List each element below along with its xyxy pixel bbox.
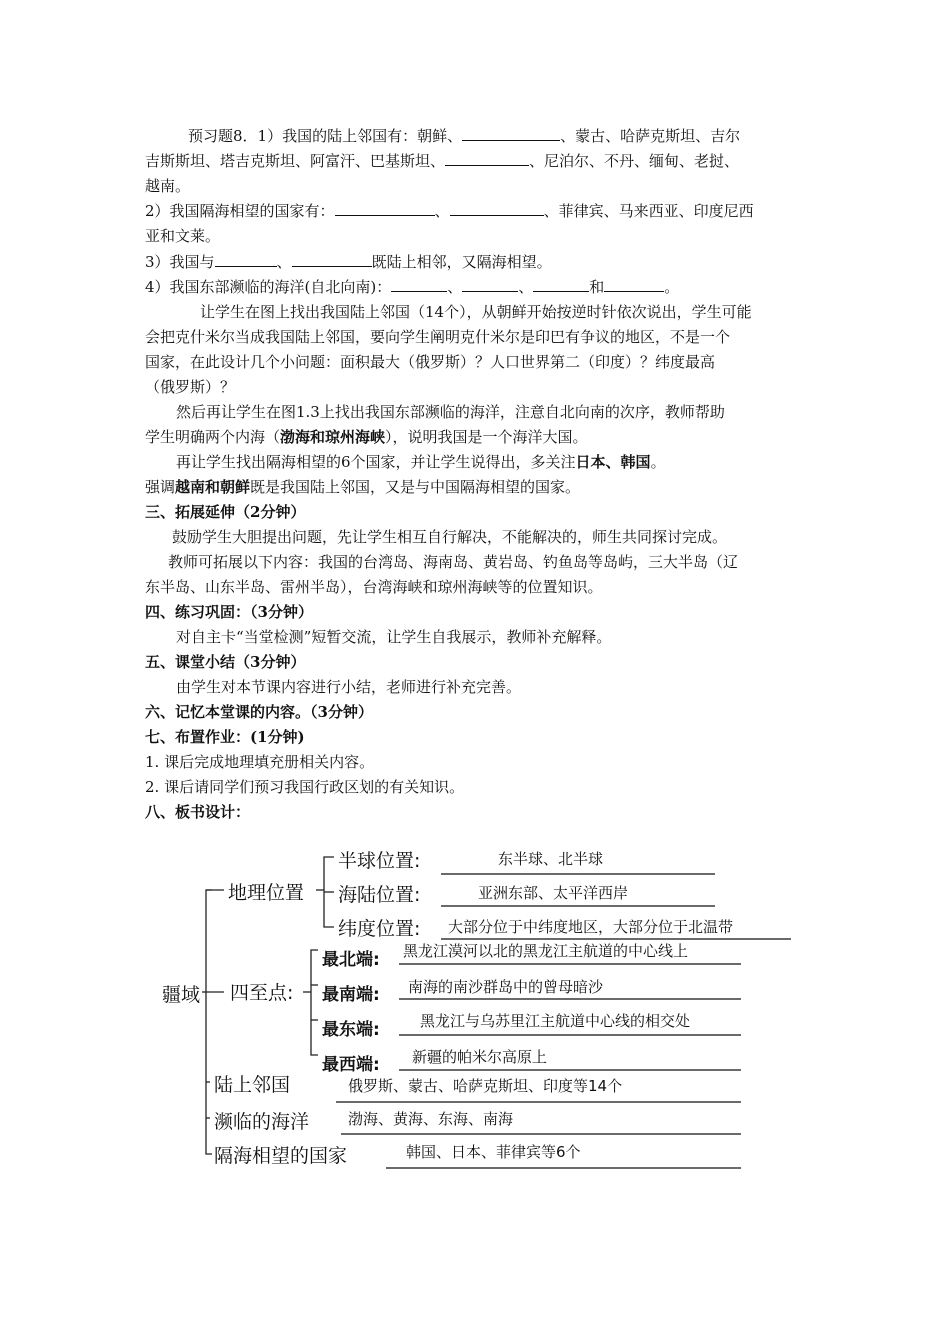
paragraph-line bbox=[145, 475, 810, 499]
seas-label: 濒临的海洋 bbox=[214, 1111, 310, 1133]
across-sea-label: 隔海相望的国家 bbox=[214, 1145, 348, 1167]
south-label: 最南端: bbox=[322, 985, 380, 1005]
west-value: 新疆的帕米尔高原上 bbox=[412, 1048, 548, 1066]
paragraph-line: 鼓励学生大胆提出问题，先让学生相互自行解决，不能解决的，师生共同探讨完成。 bbox=[172, 528, 728, 546]
paragraph-line: 对自主卡“当堂检测”短暂交流，让学生自我展示，教师补充解释。 bbox=[176, 628, 612, 646]
emphasis-text: 越南和朝鲜 bbox=[175, 478, 251, 496]
text-segment: 、尼泊尔、不丹、缅甸、老挝、 bbox=[529, 152, 740, 170]
text-segment: 2）我国隔海相望的国家有： bbox=[145, 202, 335, 220]
text-segment: 再让学生找出隔海相望的6个国家，并让学生说得出，多关注 bbox=[176, 453, 576, 471]
south-value: 南海的南沙群岛中的曾母暗沙 bbox=[408, 978, 604, 996]
fill-blank bbox=[450, 199, 544, 216]
preview-q8-line4 bbox=[145, 199, 810, 223]
land-sea-label: 海陆位置: bbox=[338, 884, 421, 906]
paragraph-line: 会把克什米尔当成我国陆上邻国，要向学生阐明克什米尔是印巴有争议的地区，不是一个 bbox=[145, 328, 731, 346]
preview-q8-line7 bbox=[145, 275, 810, 299]
hemisphere-label: 半球位置: bbox=[338, 850, 421, 872]
fill-blank bbox=[604, 275, 664, 292]
list-item: 2. 课后请同学们预习我国行政区划的有关知识。 bbox=[145, 778, 465, 796]
north-value: 黑龙江漠河以北的黑龙江主航道的中心线上 bbox=[403, 942, 689, 960]
text-segment: 吉斯斯坦、塔吉克斯坦、阿富汗、巴基斯坦、 bbox=[145, 152, 446, 170]
land-sea-value: 亚洲东部、太平洋西岸 bbox=[478, 884, 629, 902]
board-root-label: 疆域 bbox=[162, 984, 201, 1006]
text-segment: ），说明我国是一个海洋大国。 bbox=[385, 428, 588, 446]
text-segment: 。 bbox=[650, 453, 666, 471]
text-segment: 4）我国东部濒临的海洋(自北向南)： bbox=[145, 278, 392, 296]
section-heading: 三、拓展延伸（2分钟） bbox=[145, 503, 306, 521]
paragraph-line: 东半岛、山东半岛、雷州半岛），台湾海峡和琼州海峡等的位置知识。 bbox=[145, 578, 603, 596]
fill-blank bbox=[462, 275, 518, 292]
land-neighbors-label: 陆上邻国 bbox=[214, 1074, 291, 1096]
west-label: 最西端: bbox=[322, 1055, 380, 1075]
four-points-label: 四至点: bbox=[230, 982, 294, 1004]
fill-blank bbox=[462, 124, 560, 141]
north-label: 最北端: bbox=[322, 950, 380, 970]
text-segment: 、 bbox=[518, 278, 534, 296]
text-segment: 。 bbox=[664, 278, 680, 296]
fill-blank bbox=[335, 199, 435, 216]
text-segment: 3）我国与 bbox=[145, 253, 215, 271]
paragraph-line: （俄罗斯）？ bbox=[145, 378, 236, 396]
seas-value: 渤海、黄海、东海、南海 bbox=[348, 1110, 514, 1128]
section-heading: 四、练习巩固：（3分钟） bbox=[145, 603, 313, 621]
preview-q8-line6 bbox=[145, 250, 810, 274]
text-segment: 既陆上相邻，又隔海相望。 bbox=[371, 253, 552, 271]
latitude-label: 纬度位置: bbox=[338, 918, 421, 940]
paragraph-line bbox=[145, 425, 810, 449]
section-heading: 八、板书设计： bbox=[145, 803, 251, 821]
text-segment: 预习题8．1）我国的陆上邻国有：朝鲜、 bbox=[188, 127, 463, 145]
fill-blank bbox=[445, 149, 529, 166]
preview-q8-line1 bbox=[188, 124, 853, 148]
latitude-value: 大部分位于中纬度地区，大部分位于北温带 bbox=[448, 918, 734, 936]
board-design-diagram bbox=[158, 842, 803, 1177]
text-segment: 强调 bbox=[145, 478, 176, 496]
paragraph-line bbox=[176, 450, 841, 474]
preview-q8-line5: 亚和文莱。 bbox=[145, 227, 221, 245]
paragraph-line: 让学生在图上找出我国陆上邻国（14个），从朝鲜开始按逆时针依次说出，学生可能 bbox=[200, 303, 752, 321]
section-heading: 六、记忆本堂课的内容。（3分钟） bbox=[145, 703, 373, 721]
emphasis-text: 渤海和琼州海峡 bbox=[280, 428, 386, 446]
emphasis-text: 日本、韩国 bbox=[575, 453, 651, 471]
paragraph-line: 然后再让学生在图1.3上找出我国东部濒临的海洋，注意自北向南的次序，教师帮助 bbox=[176, 403, 725, 421]
text-segment: 既是我国陆上邻国，又是与中国隔海相望的国家。 bbox=[250, 478, 581, 496]
across-sea-value: 韩国、日本、菲律宾等6个 bbox=[406, 1143, 581, 1161]
text-segment: 、蒙古、哈萨克斯坦、吉尔 bbox=[560, 127, 741, 145]
section-heading: 五、课堂小结（3分钟） bbox=[145, 653, 306, 671]
land-neighbors-value: 俄罗斯、蒙古、哈萨克斯坦、印度等14个 bbox=[348, 1077, 623, 1095]
hemisphere-value: 东半球、北半球 bbox=[498, 850, 604, 868]
list-item: 1. 课后完成地理填充册相关内容。 bbox=[145, 753, 375, 771]
section-heading: 七、布置作业：(1分钟) bbox=[145, 728, 305, 746]
fill-blank bbox=[391, 275, 447, 292]
paragraph-line: 教师可拓展以下内容：我国的台湾岛、海南岛、黄岩岛、钓鱼岛等岛屿，三大半岛（辽 bbox=[168, 553, 739, 571]
fill-blank bbox=[292, 250, 372, 267]
text-segment: 、 bbox=[276, 253, 292, 271]
preview-q8-line3: 越南。 bbox=[145, 177, 191, 195]
fill-blank bbox=[533, 275, 589, 292]
geo-position-label: 地理位置 bbox=[228, 882, 305, 904]
paragraph-line: 由学生对本节课内容进行小结，老师进行补充完善。 bbox=[176, 678, 522, 696]
text-segment: 、菲律宾、马来西亚、印度尼西 bbox=[543, 202, 754, 220]
preview-q8-line2 bbox=[145, 149, 810, 173]
text-segment: 和 bbox=[589, 278, 605, 296]
text-segment: 、 bbox=[434, 202, 450, 220]
east-value: 黑龙江与乌苏里江主航道中心线的相交处 bbox=[420, 1012, 691, 1030]
east-label: 最东端: bbox=[322, 1020, 380, 1040]
text-segment: 、 bbox=[447, 278, 463, 296]
fill-blank bbox=[215, 250, 277, 267]
paragraph-line: 国家，在此设计几个小问题：面积最大（俄罗斯）？人口世界第二（印度）？纬度最高 bbox=[145, 353, 716, 371]
text-segment: 学生明确两个内海（ bbox=[145, 428, 281, 446]
